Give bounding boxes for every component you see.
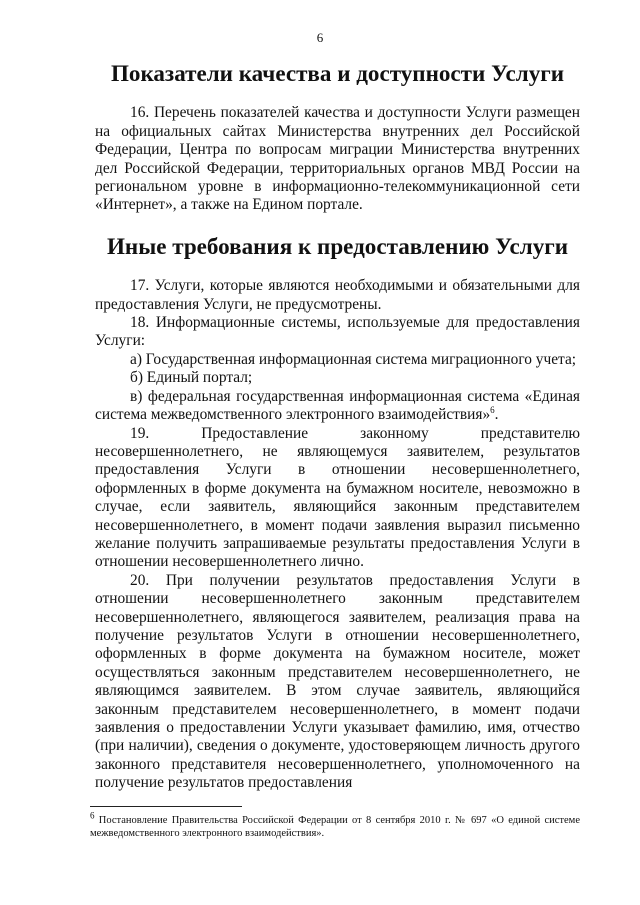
list-item-b: б) Единый портал;: [130, 369, 253, 387]
footnote-text: Постановление Правительства Российской Федерации от 8 сентября 2010 г. № 697 «О единой системе межведомственного электронного взаимодействия».: [90, 815, 580, 839]
list-item-a: а) Государственная информационная система миграционного учета;: [130, 350, 577, 368]
paragraph-20: 20. При получении результатов предоставления Услуги в отношении несовершеннолетнего законным представителем несовершеннолетнего, являющегося заявителем, реализация права на получение результатов Услуги в отношении несовершеннолетнего, оформленных в форме документа на бумажном носителе, может осуществляться законным представителем несовершеннолетнего, не являющимся заявителем. В этом случае заявитель, являющийся законным представителем несовершеннолетнего, в момент подачи заявления о предоставлении Услуги указывает фамилию, имя, отчество (при наличии), сведения о документе, удостоверяющем личность другого законного представителя несовершеннолетнего, уполномоченного на получение результатов предоставления: [95, 571, 580, 792]
paragraph-17: 17. Услуги, которые являются необходимыми и обязательными для предоставления Услуги, не предусмотрены.: [95, 277, 580, 313]
section-heading-quality: Показатели качества и доступности Услуги: [110, 60, 565, 86]
page-content: [95, 60, 580, 793]
page-number: 6: [316, 30, 324, 45]
paragraph-19: 19. Предоставление законному представителю несовершеннолетнего, не являющемуся заявителем, результатов предоставления Услуги в отношении несовершеннолетнего, оформленных в форме документа на бумажном носителе, невозможно в случае, если заявитель, являющийся законным представителем несовершеннолетнего, в момент подачи заявления выразил письменно желание получить запрашиваемые результаты предоставления Услуги в отношении несовершеннолетнего лично.: [95, 424, 580, 571]
footnote-mark: 6: [90, 810, 95, 821]
footnote-reference-suffix: .: [494, 406, 499, 424]
list-item-v-text: в) федеральная государственная информационная система «Единая система межведомственного электронного взаимодействия»: [95, 387, 580, 424]
footnote: [90, 810, 580, 840]
paragraph-18: 18. Информационные системы, используемые для предоставления Услуги:: [95, 314, 580, 350]
footnote-separator: [90, 806, 242, 807]
footnote-reference[interactable]: 6: [490, 404, 495, 415]
section-heading-other-requirements: Иные требования к предоставлению Услуги: [106, 232, 569, 259]
list-item-v: [95, 388, 580, 425]
paragraph-16: 16. Перечень показателей качества и доступности Услуги размещен на официальных сайтах Министерства внутренних дел Российской Федерации, Центра по вопросам миграции Министерства внутренних дел Российской Федерации, территориальных органов МВД России на региональном уровне в информационно-телекоммуникационной сети «Интернет», а также на Едином портале.: [95, 104, 580, 214]
